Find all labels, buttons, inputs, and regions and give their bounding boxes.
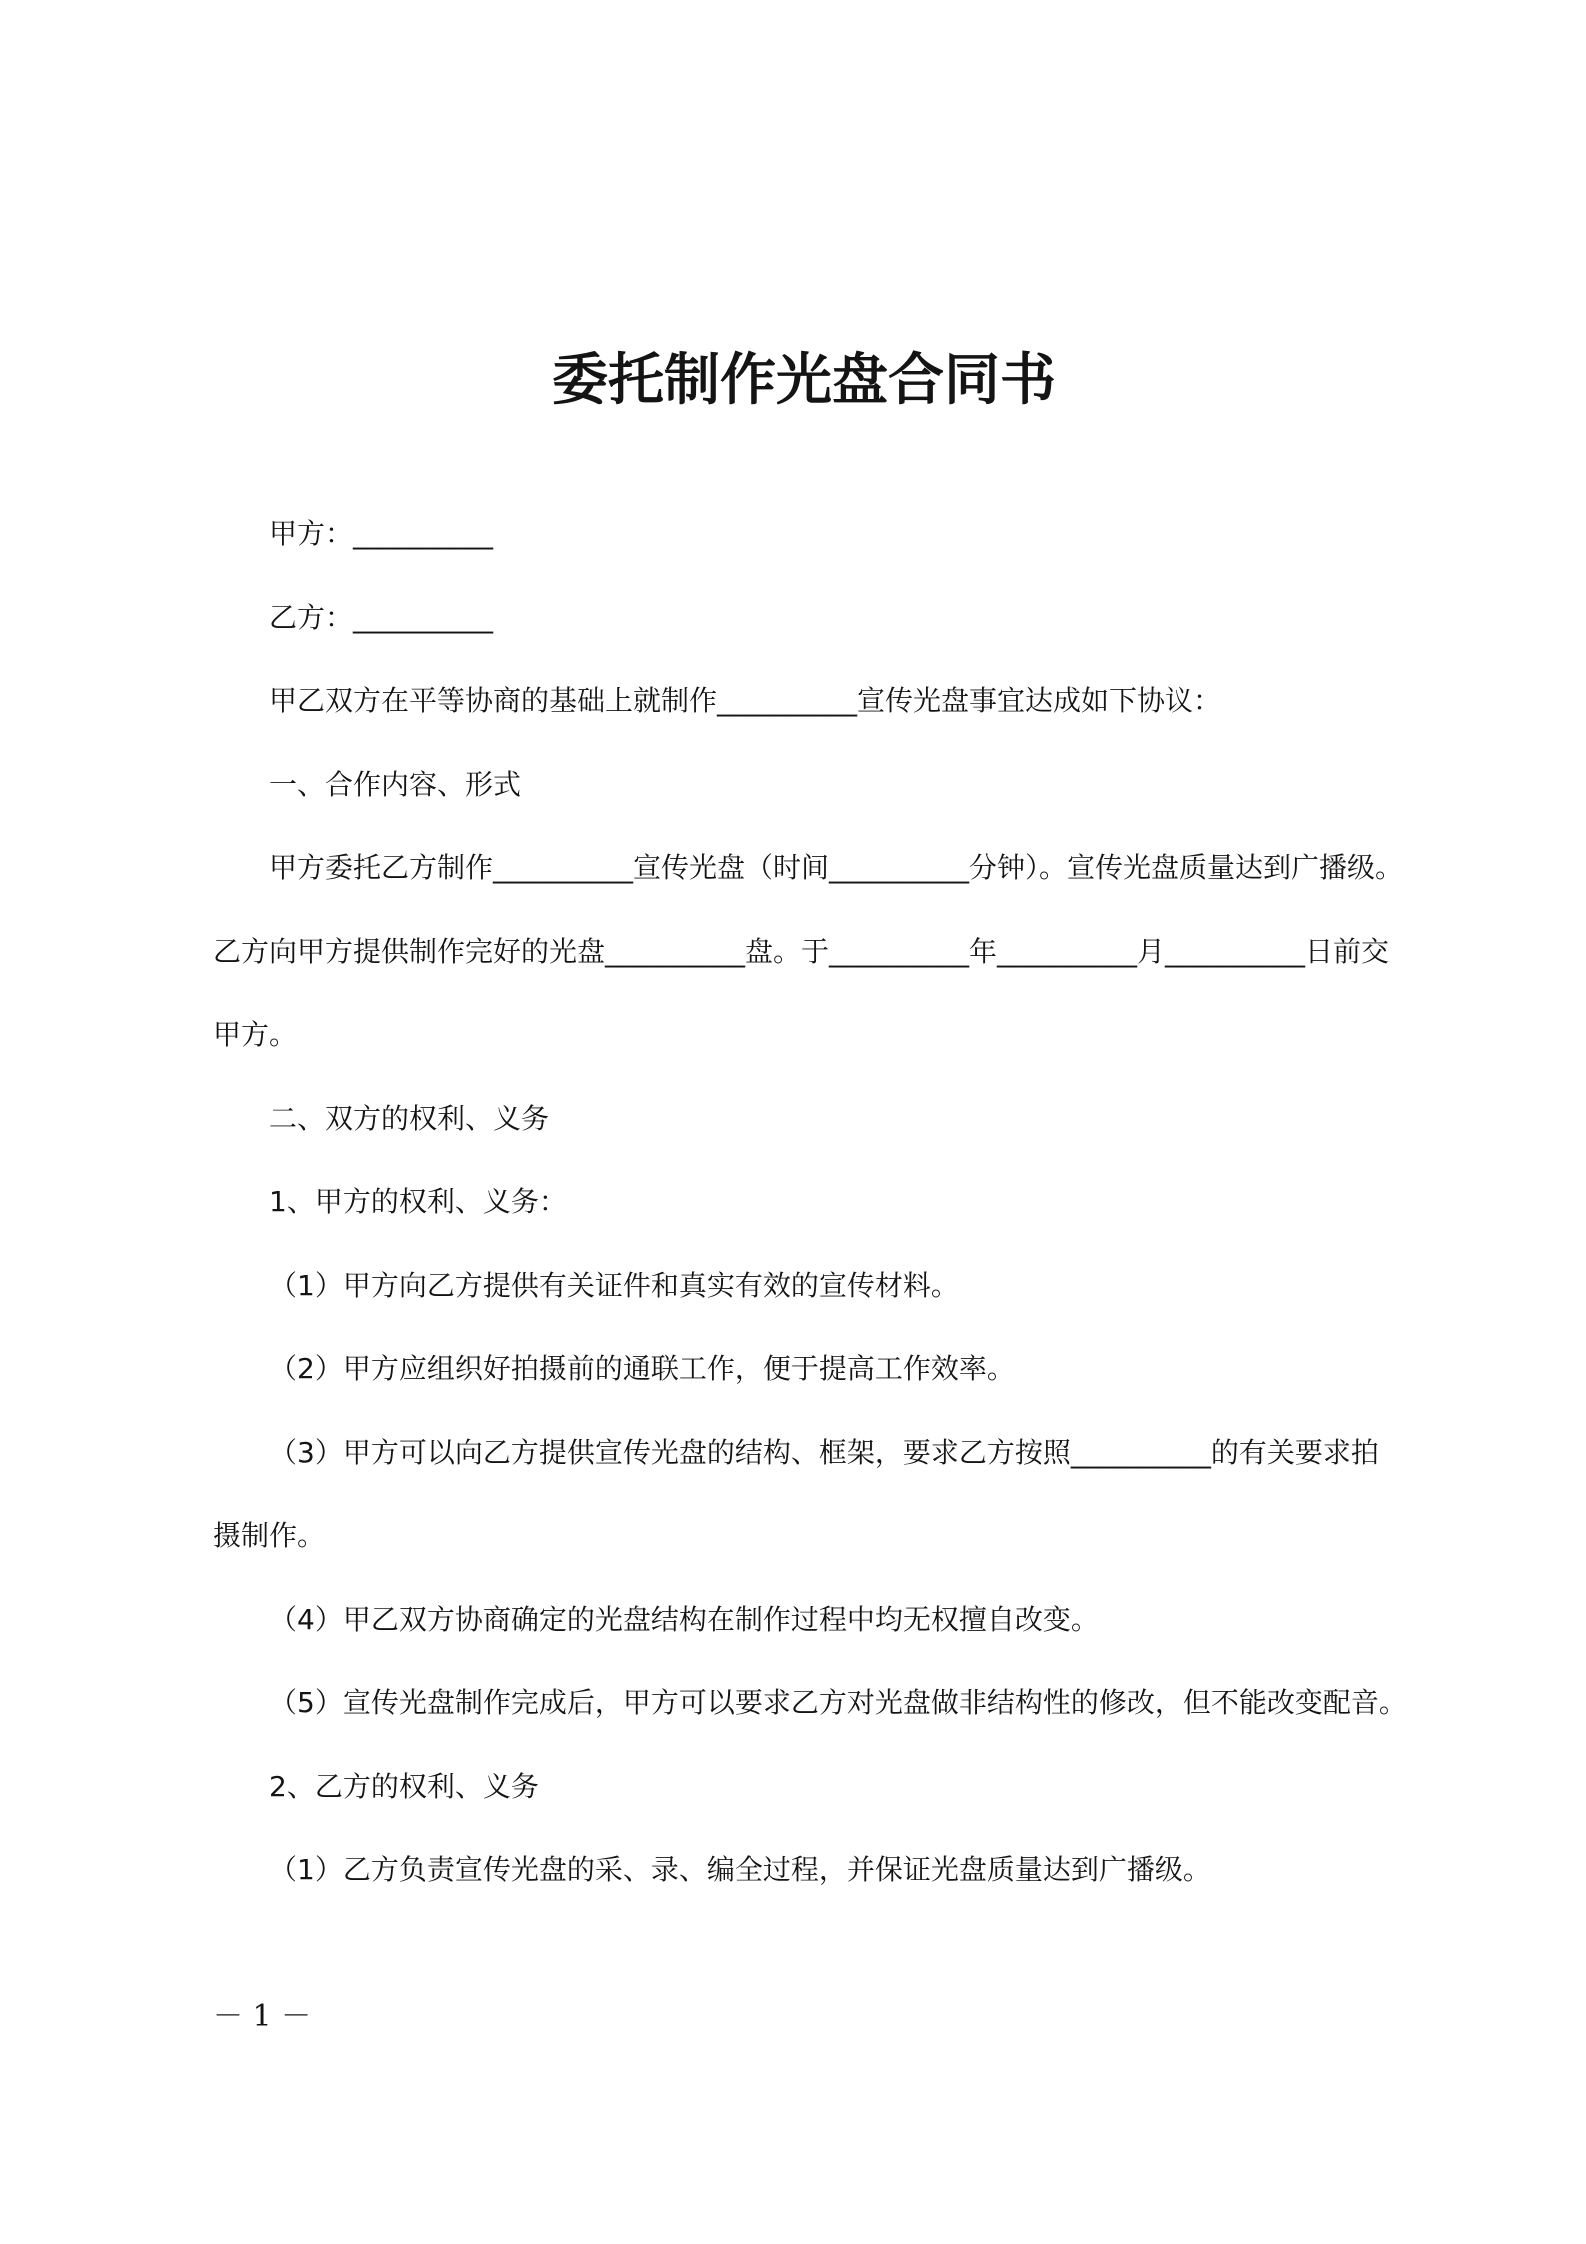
section-1-heading: 一、合作内容、形式 [269, 767, 522, 801]
party-a-clause-1: （1）甲方向乙方提供有关证件和真实有效的宣传材料。 [269, 1268, 959, 1302]
party-a-clause-3-continuation: 摄制作。 [213, 1519, 326, 1552]
party-a-clause-2: （2）甲方应组织好拍摄前的通联工作，便于提高工作效率。 [269, 1352, 1015, 1385]
party-a-clause-3: （3）甲方可以向乙方提供宣传光盘的结构、框架，要求乙方按照__________的有关要求拍 [269, 1435, 1379, 1469]
section-1-text-line: 乙方向甲方提供制作完好的光盘__________盘。于__________年__________月__________日前交 [213, 934, 1390, 968]
party-a-clause-5: （5）宣传光盘制作完成后，甲方可以要求乙方对光盘做非结构性的修改，但不能改变配音。 [269, 1686, 1407, 1719]
page-number: － 1 － [213, 1999, 312, 2034]
party-a-line: 甲方：__________ [269, 517, 494, 550]
document-title: 委托制作光盘合同书 [552, 348, 1056, 413]
section-2-heading: 二、双方的权利、义务 [269, 1101, 550, 1135]
party-a-rights-heading: 1、甲方的权利、义务： [269, 1185, 567, 1218]
contract-body [213, 492, 1463, 1912]
section-1-text-line: 甲方。 [213, 1018, 298, 1051]
party-b-clause-1: （1）乙方负责宣传光盘的采、录、编全过程，并保证光盘质量达到广播级。 [269, 1853, 1211, 1886]
party-b-rights-heading: 2、乙方的权利、义务 [269, 1769, 539, 1803]
party-b-line: 乙方：__________ [269, 600, 494, 634]
preamble-text: 甲乙双方在平等协商的基础上就制作__________宣传光盘事宜达成如下协议： [269, 684, 1222, 717]
section-1-text-line: 甲方委托乙方制作__________宣传光盘（时间__________分钟）。宣传光盘质量达到广播级。 [269, 851, 1404, 884]
party-a-clause-4: （4）甲乙双方协商确定的光盘结构在制作过程中均无权擅自改变。 [269, 1602, 1099, 1636]
